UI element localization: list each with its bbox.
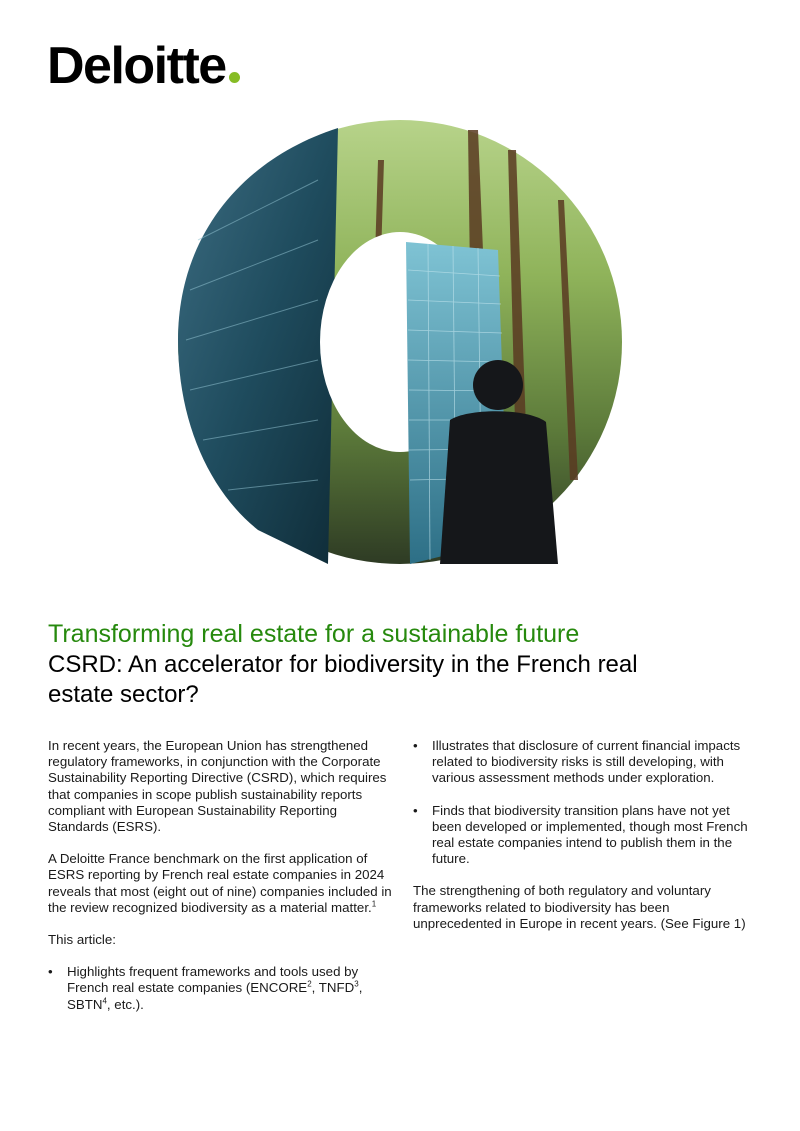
- bullet-frameworks: [48, 964, 393, 1013]
- left-column: [48, 738, 393, 1029]
- bullet-transition-plans: • Finds that biodiversity transition plans have not yet been developed or implemented, though most French real estate companies intend to publish them in the future.: [413, 803, 748, 868]
- bullet-financial-impacts: • Illustrates that disclosure of current financial impacts related to biodiversity risks is still developing, with various assessment methods under exploration.: [413, 738, 748, 787]
- footnote-ref-3[interactable]: 3: [354, 980, 359, 990]
- right-column: [413, 738, 748, 948]
- figure-reference-paragraph: The strengthening of both regulatory and voluntary frameworks related to biodiversity has been unprecedented in Europe in recent years. (See Figure 1): [413, 883, 746, 931]
- deloitte-logo: [47, 37, 240, 95]
- hero-image: [178, 120, 622, 564]
- footnote-ref-4[interactable]: 4: [102, 996, 107, 1006]
- footnote-ref-2[interactable]: 2: [307, 980, 312, 990]
- article-bullets-right: [413, 738, 748, 867]
- logo-wordmark: Deloitte: [47, 37, 226, 95]
- page-title: Transforming real estate for a sustainable future: [48, 620, 580, 648]
- article-bullets-left: [48, 964, 393, 1013]
- bullet-text: , SBTN: [67, 980, 363, 1012]
- bullet-text: Highlights frequent frameworks and tools used by French real estate companies (ENCORE: [67, 964, 359, 996]
- headline-block: [48, 618, 688, 710]
- page-subtitle: CSRD: An accelerator for biodiversity in the French real estate sector?: [48, 651, 638, 708]
- logo-green-dot: [229, 72, 240, 83]
- bullet-text: , etc.).: [106, 996, 144, 1012]
- forest-skyscraper-ring-image: [178, 120, 622, 564]
- benchmark-text: A Deloitte France benchmark on the first application of ESRS reporting by French real estate companies in 2024 reveals that most (eight out of nine) companies included in the review recognized biodiversity as a material matter.: [48, 851, 392, 915]
- article-intro: This article:: [48, 932, 116, 948]
- intro-paragraph: In recent years, the European Union has strengthened regulatory frameworks, in conjunction with the Corporate Sustainability Reporting Directive (CSRD), which requires that companies in scope publish sustainability reports compliant with European Sustainability Reporting Standards (ESRS).: [48, 738, 387, 835]
- bullet-text: , TNFD: [311, 980, 355, 996]
- benchmark-paragraph: [48, 851, 393, 916]
- footnote-ref-1[interactable]: 1: [371, 899, 377, 909]
